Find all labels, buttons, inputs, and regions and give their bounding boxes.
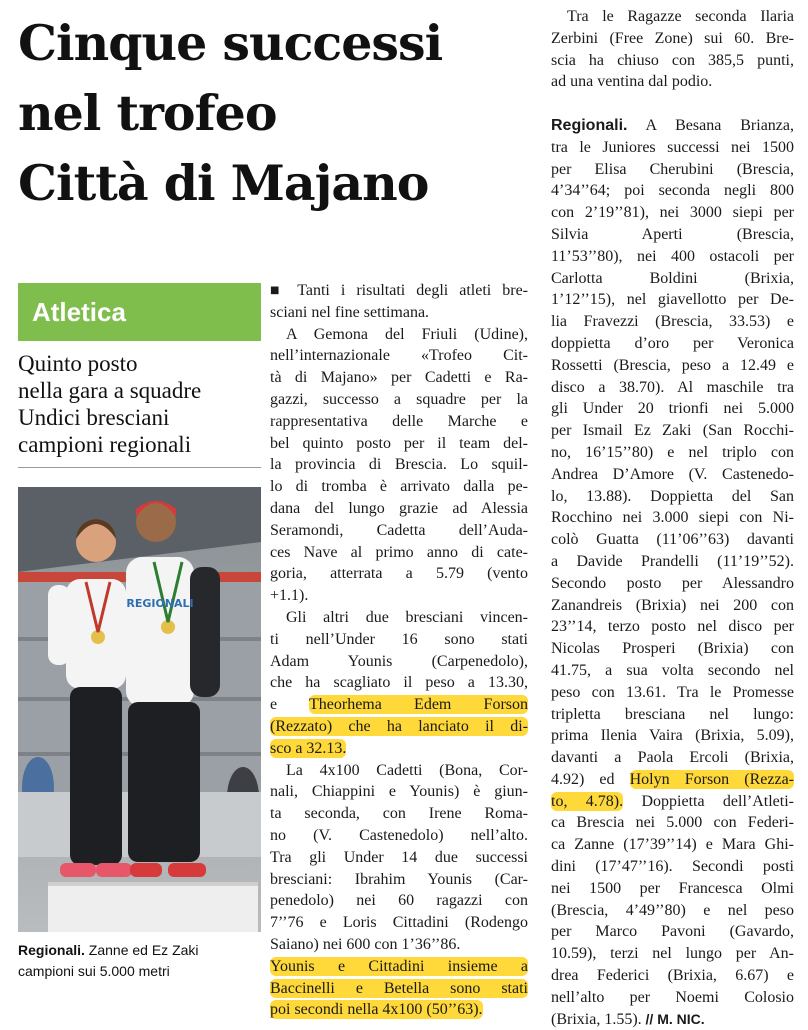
subhead-line: Undici bresciani xyxy=(18,405,170,430)
subhead-line: Quinto posto xyxy=(18,351,138,376)
text-segment: rappresentativa delle Marche e xyxy=(270,412,528,430)
text-segment: gli Under 20 trionfi nei 5.000 xyxy=(551,400,794,418)
photo-caption xyxy=(18,940,268,982)
text-segment: la provincia di Brescia. Lo squil- xyxy=(270,456,528,474)
text-line xyxy=(551,268,794,290)
text-line xyxy=(551,420,794,442)
text-line xyxy=(551,943,794,965)
text-segment: gazzi, successo a squadre per la xyxy=(270,390,528,408)
text-line xyxy=(270,978,528,1000)
text-segment: (Brescia, 4’49’’80) e nel peso xyxy=(551,901,794,919)
text-segment: 41.75, a sua volta secondo nel xyxy=(551,661,794,679)
text-line xyxy=(551,638,794,660)
text-segment: ces Nave al primo anno di cate- xyxy=(270,543,528,561)
author-signature: // M. NIC. xyxy=(641,1010,705,1027)
text-line xyxy=(551,551,794,573)
text-segment: drea Federici (Brixia, 6.67) e xyxy=(551,967,794,985)
text-segment: a Davide Prandelli (11’19’’52). xyxy=(551,552,794,570)
caption-text: Zanne ed Ez Zaki xyxy=(88,942,199,958)
text-line xyxy=(551,355,794,377)
divider xyxy=(18,467,261,468)
text-line xyxy=(270,367,528,389)
text-segment: per Elisa Cherubini (Brescia, xyxy=(551,160,794,178)
text-line xyxy=(551,180,794,202)
text-line xyxy=(551,965,794,987)
highlighted-text: Holyn Forson (Rezza- xyxy=(629,770,794,788)
text-segment: ad una ventina dal podio. xyxy=(551,73,713,91)
text-segment: tripletta bresciana nel lungo: xyxy=(551,705,794,723)
text-line xyxy=(551,50,794,72)
text-line xyxy=(270,389,528,411)
highlighted-text: Theorhema Edem Forson xyxy=(309,696,528,714)
text-segment: Tra gli Under 14 due successi xyxy=(270,848,528,866)
text-line xyxy=(270,454,528,476)
text-segment: ca Zanne (17’39’’14) e Mara Ghi- xyxy=(551,836,794,854)
text-segment: Doppietta dell’Atleti- xyxy=(623,792,794,810)
text-line xyxy=(551,159,794,181)
text-line xyxy=(551,442,794,464)
body-column-middle xyxy=(270,280,528,1021)
text-segment: che ha scagliato il peso a 13.30, xyxy=(270,674,528,692)
text-line xyxy=(270,890,528,912)
text-line xyxy=(270,607,528,629)
caption-line xyxy=(18,940,268,961)
text-line xyxy=(270,433,528,455)
headline-line: nel trofeo xyxy=(18,84,277,142)
text-line xyxy=(551,725,794,747)
text-segment: Andrea D’Amore (V. Castenedo- xyxy=(551,465,794,483)
highlighted-text: Younis e Cittadini insieme a xyxy=(270,957,528,975)
text-segment: scia ha chiuso con 385,5 punti, xyxy=(551,51,794,69)
text-line xyxy=(270,716,528,738)
text-segment: dana del lungo grazie ad Alessia xyxy=(270,499,528,517)
text-line xyxy=(551,573,794,595)
text-segment: per Marco Pavoni (Gavardo, xyxy=(551,923,794,941)
text-line xyxy=(551,812,794,834)
text-line xyxy=(270,803,528,825)
text-line xyxy=(551,507,794,529)
highlighted-text: sco a 32.13. xyxy=(270,739,347,757)
body-column-right xyxy=(551,6,794,1030)
text-segment: Seramondi, Cadetta dell’Auda- xyxy=(270,521,528,539)
text-line xyxy=(551,311,794,333)
highlighted-text: Baccinelli e Betella sono stati xyxy=(270,979,528,997)
text-line xyxy=(551,769,794,791)
text-line xyxy=(551,682,794,704)
caption-line: campioni sui 5.000 metri xyxy=(18,963,170,979)
text-segment: A Gemona del Friuli (Udine), xyxy=(286,325,528,343)
text-line xyxy=(551,878,794,900)
text-segment: ti nell’Under 16 sono stati xyxy=(270,630,528,648)
text-segment: tà di Majano» per Cadetti e Ra- xyxy=(270,369,528,387)
text-segment: Zerbini (Free Zone) sui 60. Bre- xyxy=(551,29,794,47)
text-segment: doppietta d’oro per Veronica xyxy=(551,334,794,352)
text-line xyxy=(270,585,528,607)
text-segment: prima Ilenia Vaira (Brixia, 5.09), xyxy=(551,727,794,745)
text-line xyxy=(270,999,528,1021)
text-line xyxy=(551,333,794,355)
text-line xyxy=(551,224,794,246)
text-segment: Silvia Aperti (Brescia, xyxy=(551,225,794,243)
text-line xyxy=(551,660,794,682)
text-line xyxy=(270,847,528,869)
subhead xyxy=(18,350,268,458)
text-segment: nei 1500 per Francesca Olmi xyxy=(551,879,794,897)
text-segment: tra le Juniores successi nei 1500 xyxy=(551,138,794,156)
text-segment: lo, 13.88). Doppietta del San xyxy=(551,487,794,505)
text-segment: nell’internazionale «Trofeo Cit- xyxy=(270,347,528,365)
text-segment: 23’’14, terzo posto nel disco per xyxy=(551,618,794,636)
text-line xyxy=(551,6,794,28)
text-segment: disco a 38.70). Al maschile tra xyxy=(551,378,794,396)
text-segment: per Ismail Ez Zaki (San Rocchi- xyxy=(551,422,794,440)
text-line xyxy=(270,781,528,803)
text-segment: nell’alto per Noemi Colosio xyxy=(551,988,794,1006)
section-keyword: Regionali. xyxy=(551,116,628,134)
text-segment: bel quinto posto per il team del- xyxy=(270,434,528,452)
bullet-icon: ■ xyxy=(270,285,287,296)
text-line xyxy=(551,377,794,399)
text-segment: 4.92) ed xyxy=(551,770,630,788)
text-line xyxy=(551,529,794,551)
text-line xyxy=(270,912,528,934)
text-segment: Tra le Ragazze seconda Ilaria xyxy=(567,8,794,25)
text-line xyxy=(270,563,528,585)
text-line xyxy=(551,464,794,486)
text-segment: lia Fravezzi (Brescia, 33.53) e xyxy=(551,313,794,331)
text-segment: no, 16’15’’80) e nel triplo con xyxy=(551,443,794,461)
text-line xyxy=(551,28,794,50)
text-line xyxy=(551,987,794,1009)
text-segment: 10.59), terzi nel lungo per An- xyxy=(551,945,794,963)
text-segment: 7’’76 e Loris Cittadini (Rodengo xyxy=(270,914,528,932)
text-line xyxy=(551,115,794,137)
headline xyxy=(18,8,538,218)
text-segment: Secondo posto per Alessandro xyxy=(551,574,794,592)
text-line xyxy=(270,651,528,673)
text-line xyxy=(551,246,794,268)
text-segment: dini (17’47’’16). Secondi posti xyxy=(551,858,794,876)
text-line xyxy=(270,869,528,891)
text-line xyxy=(551,704,794,726)
text-segment: penedolo) nei 60 ragazzi con xyxy=(270,892,528,910)
text-line xyxy=(270,956,528,978)
text-line xyxy=(551,71,794,93)
text-segment: Nicolas Prosperi (Brixia) con xyxy=(551,640,794,658)
athletes-photo xyxy=(18,487,261,932)
headline-line: Città di Majano xyxy=(18,154,429,212)
text-segment: sciani nel fine settimana. xyxy=(270,303,430,321)
text-line xyxy=(551,747,794,769)
text-line xyxy=(270,542,528,564)
text-line xyxy=(551,791,794,813)
text-line xyxy=(270,825,528,847)
text-line xyxy=(551,137,794,159)
text-line xyxy=(270,760,528,782)
text-segment: davanti a Paola Ercoli (Brixia, xyxy=(551,749,794,767)
highlighted-text: (Rezzato) che ha lanciato il di- xyxy=(270,717,528,735)
text-segment: Adam Younis (Carpenedolo), xyxy=(270,652,528,670)
shirt-lettering: REGIONALI xyxy=(126,597,194,610)
text-segment: Rossetti (Brescia, peso a 12.49 e xyxy=(551,356,794,374)
text-line xyxy=(270,411,528,433)
text-line xyxy=(270,520,528,542)
text-line xyxy=(270,738,528,760)
text-segment: Gli altri due bresciani vincen- xyxy=(286,608,528,626)
text-line xyxy=(551,486,794,508)
text-line xyxy=(270,934,528,956)
text-segment: peso con 13.61. Tra le Promesse xyxy=(551,683,794,701)
text-segment: La 4x100 Cadetti (Bona, Cor- xyxy=(286,761,528,779)
text-segment: goria, atterrata a 5.79 (vento xyxy=(270,565,528,583)
text-line xyxy=(551,398,794,420)
text-segment: lo di tromba è arrivato dalla pe- xyxy=(270,478,528,496)
text-segment: Saiano) nei 600 con 1’36’’86. xyxy=(270,935,461,953)
caption-label: Regionali. xyxy=(18,942,85,958)
text-line xyxy=(270,280,528,302)
text-line xyxy=(551,289,794,311)
text-segment: nali, Chiappini e Younis) è giun- xyxy=(270,783,528,801)
text-segment: con 2’19’’81), nei 3000 siepi per xyxy=(551,204,794,222)
text-segment: (Brixia, 1.55). xyxy=(551,1010,642,1028)
text-line xyxy=(551,900,794,922)
text-line xyxy=(270,302,528,324)
text-line xyxy=(551,616,794,638)
subhead-line: nella gara a squadre xyxy=(18,378,202,403)
section-label: Atletica xyxy=(18,283,261,341)
text-segment: bresciani: Ibrahim Younis (Car- xyxy=(270,870,528,888)
text-segment: Rocchino nei 3.000 siepi con Ni- xyxy=(551,509,794,527)
text-line xyxy=(551,856,794,878)
headline-line: Cinque successi xyxy=(18,14,443,72)
text-line xyxy=(270,476,528,498)
text-segment: Carlotta Boldini (Brixia, xyxy=(551,269,794,287)
text-line xyxy=(270,672,528,694)
text-line xyxy=(270,694,528,716)
text-line xyxy=(551,1009,794,1030)
text-line xyxy=(270,324,528,346)
text-segment: colò Guatta (11’06’’63) davanti xyxy=(551,531,794,549)
highlighted-text: to, 4.78). xyxy=(551,792,624,810)
text-line xyxy=(551,595,794,617)
text-segment: +1.1). xyxy=(270,587,309,605)
text-segment: no (V. Castenedolo) nell’alto. xyxy=(270,826,528,844)
highlighted-text: poi secondi nella 4x100 (50’’63). xyxy=(270,1001,483,1019)
athletes-photo-illustration xyxy=(18,487,261,932)
text-line xyxy=(270,345,528,367)
text-segment: 1’12’’15), nel giavellotto per De- xyxy=(551,291,794,309)
text-segment: 11’53’’80), nei 400 ostacoli per xyxy=(551,247,794,265)
text-segment: 4’34’’64; poi seconda negli 800 xyxy=(551,182,794,200)
subhead-line: campioni regionali xyxy=(18,432,192,457)
text-segment: A Besana Brianza, xyxy=(627,116,794,134)
text-segment: e xyxy=(270,696,309,714)
text-line xyxy=(551,93,794,115)
text-segment: ca Brescia nei 5.000 con Federi- xyxy=(551,814,794,832)
text-segment: Tanti i risultati degli atleti bre- xyxy=(297,282,528,299)
text-segment: ta seconda, con Irene Roma- xyxy=(270,805,528,823)
text-line xyxy=(551,834,794,856)
text-line xyxy=(551,202,794,224)
text-line xyxy=(270,629,528,651)
text-line xyxy=(551,921,794,943)
text-line xyxy=(270,498,528,520)
text-segment: Zanandreis (Brixia) nei 200 con xyxy=(551,596,794,614)
